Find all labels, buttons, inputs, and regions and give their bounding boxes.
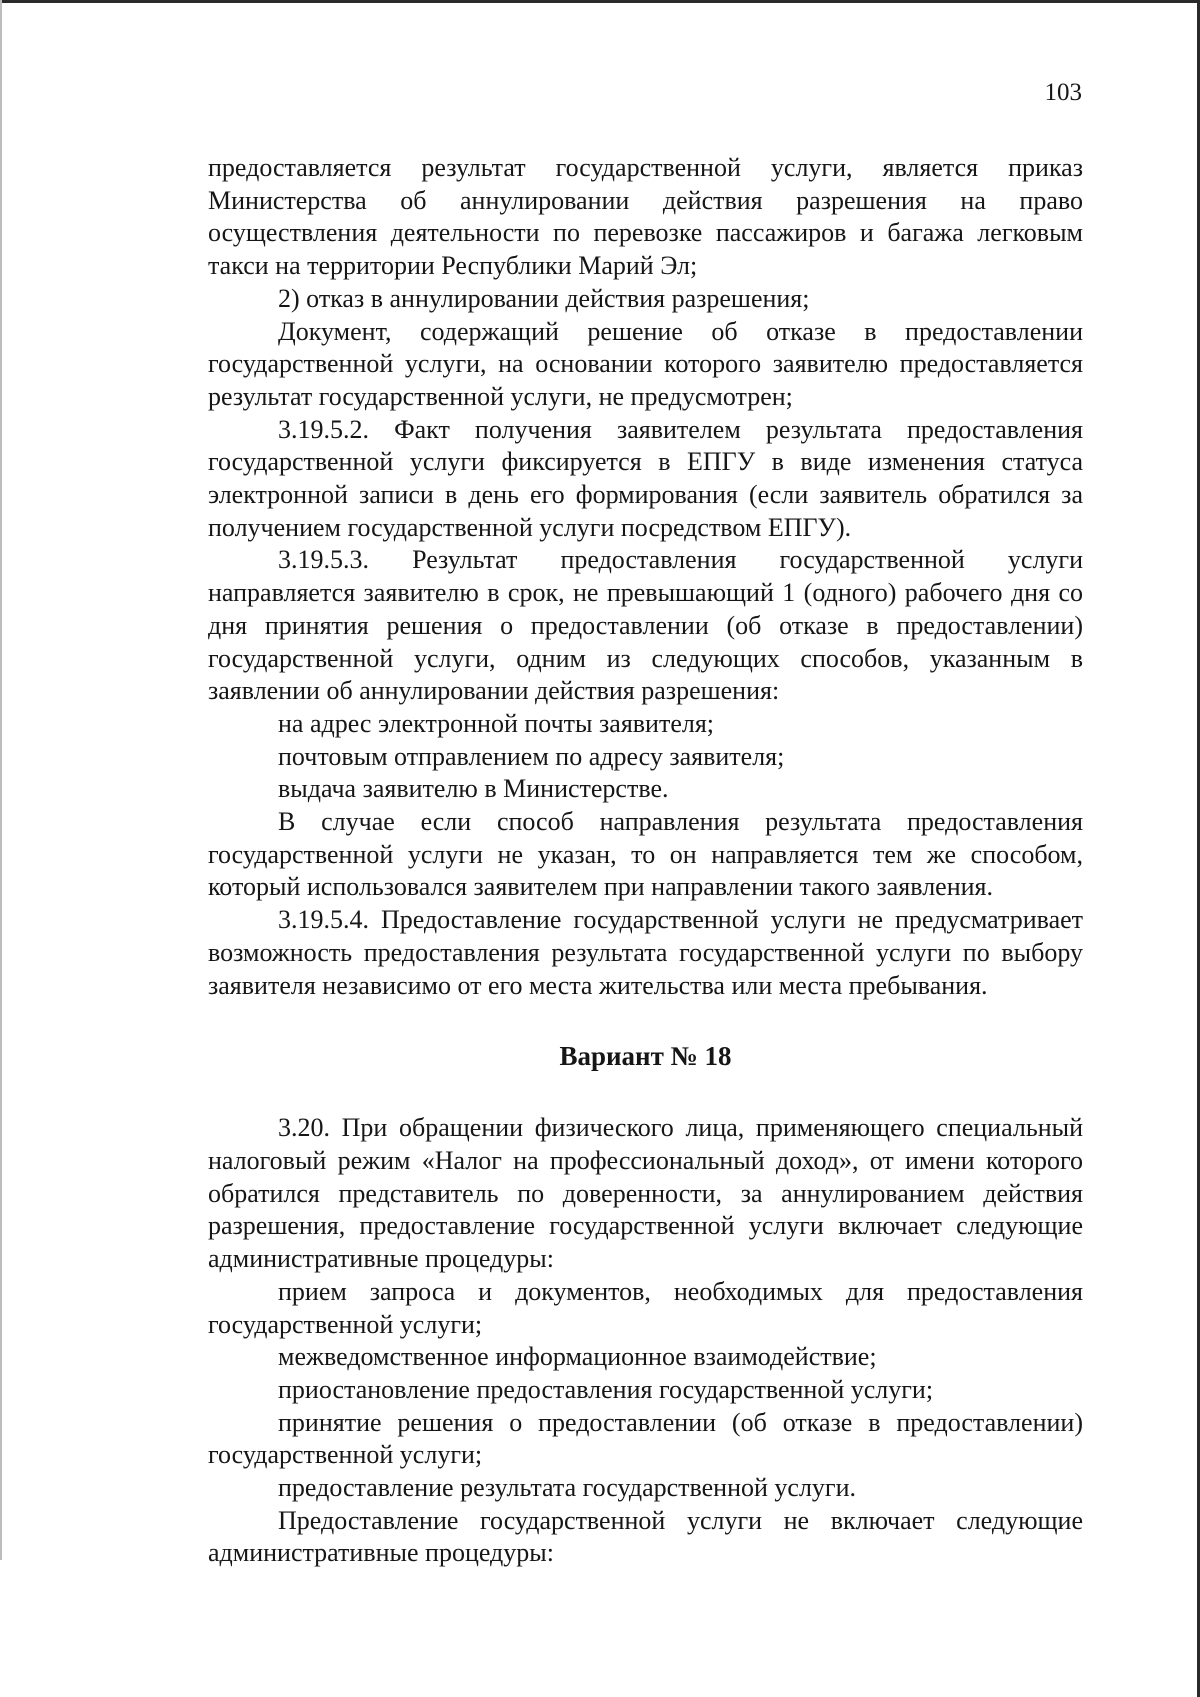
clause-text: Результат предоставления государственной услуги направляется заявителю в срок, не превышающий 1 (одного) рабочего дня со дня принятия решения о предоставлении (об отказе в предоставлении) государственной услуги, одним из следующих способов, указанным в заявлении об аннулировании действия разрешения:: [208, 545, 1083, 706]
list-item: почтовым отправлением по адресу заявителя;: [278, 741, 785, 771]
section-heading: Вариант № 18: [559, 1041, 732, 1072]
list-item: прием запроса и документов, необходимых для предоставления государственной услуги;: [208, 1276, 1083, 1339]
paragraph-3-19-5-4: [208, 904, 1083, 1002]
list-item: выдача заявителю в Министерстве.: [278, 774, 669, 804]
paragraph: 2) отказ в аннулировании действия разрешения;: [278, 283, 810, 313]
list-item: приостановление предоставления государственной услуги;: [278, 1374, 934, 1404]
page-number: 103: [1044, 79, 1082, 106]
clause-text: При обращении физического лица, применяющего специальный налоговый режим «Налог на профессиональный доход», от имени которого обратился представитель по доверенности, за аннулированием действия разрешения, предоставление государственной услуги включает следующие административные процедуры:: [208, 1113, 1083, 1274]
paragraph-3-20: [208, 1112, 1083, 1276]
document-body: [208, 152, 1083, 1570]
paragraph-3-19-5-2: [208, 414, 1083, 545]
paragraph: Документ, содержащий решение об отказе в предоставлении государственной услуги, на основании которого заявителю предоставляется результат государственной услуги, не предусмотрен;: [208, 316, 1083, 411]
clause-number: 3.19.5.2.: [278, 414, 369, 444]
paragraph: В случае если способ направления результата предоставления государственной услуги не указан, то он направляется тем же способом, который использовался заявителем при направлении такого заявления.: [208, 807, 1083, 902]
list-item: на адрес электронной почты заявителя;: [278, 708, 715, 738]
paragraph: предоставляется результат государственной услуги, является приказ Министерства об аннулировании действия разрешения на право осуществления деятельности по перевозке пассажиров и багажа легковым такси на территории Республики Марий Эл;: [208, 153, 1083, 281]
clause-text: Факт получения заявителем результата предоставления государственной услуги фиксируется в ЕПГУ в виде изменения статуса электронной записи в день его формирования (если заявитель обратился за получением государственной услуги посредством ЕПГУ).: [208, 414, 1083, 542]
list-item: межведомственное информационное взаимодействие;: [278, 1342, 877, 1372]
clause-number: 3.19.5.4.: [278, 905, 369, 935]
clause-number: 3.19.5.3.: [278, 545, 369, 575]
paragraph-3-19-5-3: [208, 544, 1083, 708]
list-item: принятие решения о предоставлении (об отказе в предоставлении) государственной услуги;: [208, 1407, 1083, 1470]
scan-border-left: [0, 0, 2, 1560]
paragraph: Предоставление государственной услуги не включает следующие административные процедуры:: [208, 1505, 1083, 1568]
clause-number: 3.20.: [278, 1113, 330, 1143]
clause-text: Предоставление государственной услуги не предусматривает возможность предоставления результата государственной услуги по выбору заявителя независимо от его места жительства или места пребывания.: [208, 905, 1084, 1000]
scan-border-top: [0, 0, 1200, 3]
list-item: предоставление результата государственной услуги.: [278, 1473, 857, 1503]
